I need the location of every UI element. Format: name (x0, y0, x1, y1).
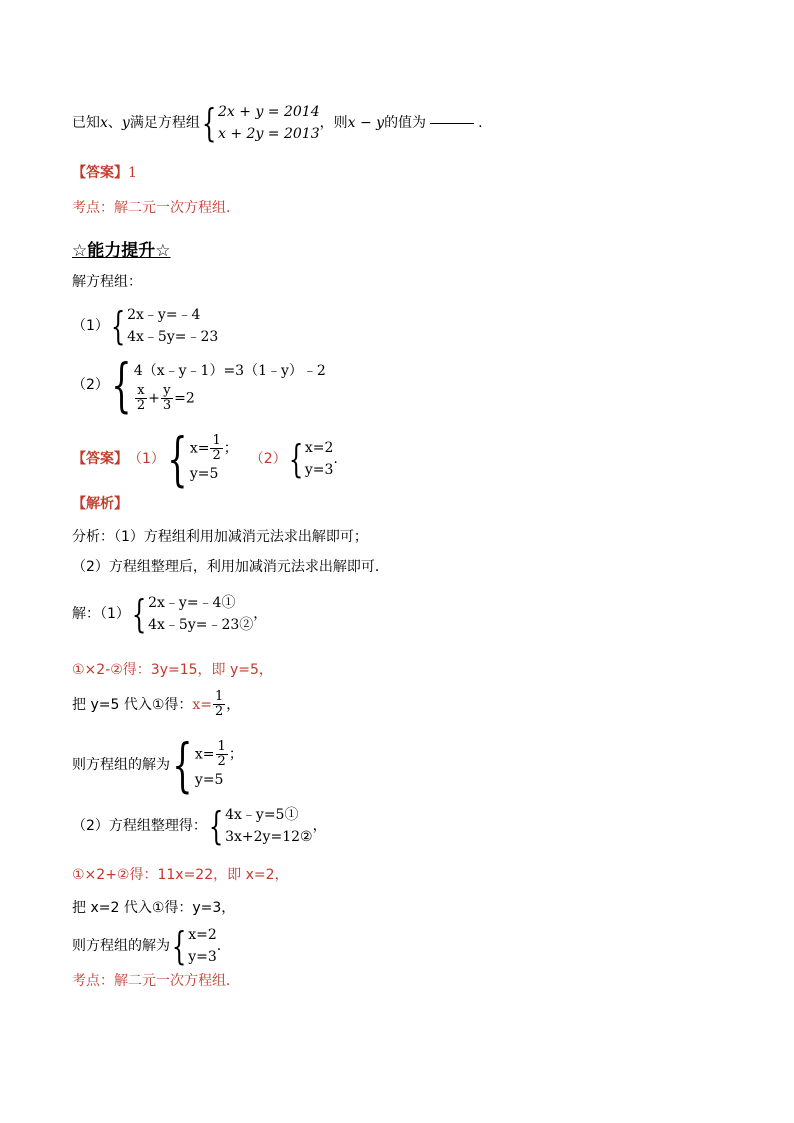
sol1-tail: ， (253, 606, 268, 622)
p2-label: （2） (72, 377, 109, 393)
system-brace: { (131, 592, 147, 636)
q1-var-x: x (100, 115, 108, 131)
q1-sep: 、 (107, 115, 122, 131)
p1-system (127, 304, 218, 348)
question-1 (72, 101, 483, 145)
answer2-x2: x=2 (304, 440, 334, 456)
p2-system (134, 358, 326, 413)
analysis-1: 分析：（1）方程组利用加减消元法求出解即可； (72, 529, 368, 545)
answer-label: 【答案】 (72, 165, 128, 181)
system-brace: { (111, 351, 132, 419)
system-brace: { (110, 304, 126, 348)
p1-label: （1） (72, 318, 109, 334)
system-brace: { (201, 101, 217, 145)
answer2-y-row: y=5 (189, 465, 219, 482)
analysis-2: （2）方程组整理后，利用加减消元法求出解即可． (72, 559, 389, 575)
sol2-tail: ， (312, 818, 327, 834)
answer-2 (72, 425, 338, 493)
answer-1 (72, 164, 137, 182)
answer2-part1-label: （1） (128, 451, 165, 467)
sol1-system (148, 592, 253, 636)
q1-middle: 满足方程组 (129, 115, 200, 131)
q1-eq2: x + 2y = 2013 (218, 126, 320, 142)
system-brace: { (172, 731, 193, 799)
q1-var-y: y (121, 115, 130, 131)
p1-eq2: 4x﹣5y=﹣23 (127, 329, 219, 345)
step6-end: . (216, 938, 222, 954)
sol1-prefix: 解：（1） (72, 606, 130, 622)
step2-x-prefix: x= (192, 696, 213, 713)
problem-2 (72, 351, 326, 419)
answer2-end: . (333, 451, 338, 467)
step6-x: x=2 (188, 927, 217, 943)
fraction: $\frac{1}{2}$ (217, 738, 226, 769)
answer2-system-2 (305, 437, 334, 481)
q1-suffix: 的值为 (384, 115, 427, 131)
kaodian-1: 考点：解二元一次方程组． (72, 200, 240, 216)
p2-eq2: $\frac{x}{2}$ + $\frac{y}{3}$ =2 (136, 382, 195, 413)
step6-system (188, 924, 217, 968)
step-6 (72, 924, 221, 968)
answer2-system-1 (190, 434, 238, 485)
system-brace: { (208, 804, 224, 848)
system-brace: { (288, 437, 304, 481)
kaodian-2: 考点：解二元一次方程组． (72, 973, 240, 989)
step-2 (72, 690, 240, 719)
solution-2 (72, 804, 327, 848)
q1-end: . (478, 115, 483, 131)
step6-y: y=3 (188, 949, 217, 965)
step2-tail: ， (226, 696, 241, 713)
answer-blank (430, 123, 474, 124)
answer-label: 【答案】 (72, 451, 128, 467)
step3-text: 则方程组的解为 (72, 757, 170, 773)
system-brace: { (171, 924, 187, 968)
problem-1 (72, 304, 218, 348)
q1-eq1: 2x + y = 2014 (218, 104, 320, 120)
intro-text: 解方程组： (72, 274, 142, 290)
step3-system (195, 740, 243, 791)
step3-x-row: x= $\frac{1}{2}$ ； (194, 738, 243, 769)
system-brace: { (167, 425, 188, 493)
sol2-eq2: 3x+2y=12② (225, 829, 313, 845)
q1-expr: x − y (347, 115, 385, 131)
q1-prefix: 已知 (72, 115, 100, 131)
solution-1 (72, 592, 267, 636)
fraction: $\frac{x}{2}$ (136, 382, 146, 413)
step3-y-row: y=5 (194, 771, 224, 788)
jiexi-label: 【解析】 (72, 496, 128, 512)
step2-text: 把 y=5 代入①得： (72, 696, 193, 713)
q1-then: ，则 (319, 115, 348, 131)
p2-eq1: 4（x﹣y﹣1）=3（1﹣y）﹣2 (133, 362, 326, 379)
sol2-eq1: 4x﹣y=5① (225, 807, 299, 823)
step-3 (72, 731, 243, 799)
sol1-eq2: 4x﹣5y=﹣23② (148, 617, 254, 633)
answer2-y2: y=3 (304, 462, 334, 478)
answer2-x-row: x= $\frac{1}{2}$ ； (189, 432, 238, 463)
answer-value: 1 (128, 165, 137, 181)
sol2-system (225, 804, 312, 848)
sol1-eq1: 2x﹣y=﹣4① (148, 595, 236, 611)
section-heading: ☆能力提升☆ (72, 241, 171, 261)
q1-system (218, 101, 320, 145)
sol2-prefix: （2）方程组整理得： (72, 818, 207, 834)
p1-eq1: 2x﹣y=﹣4 (127, 307, 201, 323)
step6-text: 则方程组的解为 (72, 938, 170, 954)
step-5: 把 x=2 代入①得：y=3， (72, 900, 236, 916)
fraction: $\frac{1}{2}$ (215, 689, 224, 719)
fraction: $\frac{1}{2}$ (212, 432, 221, 463)
fraction: $\frac{y}{3}$ (162, 382, 172, 413)
answer2-part2-label: （2） (249, 451, 287, 467)
step-4: ①×2+②得：11x=22，即 x=2， (72, 867, 289, 883)
step-1: ①×2-②得：3y=15，即 y=5， (72, 662, 273, 678)
